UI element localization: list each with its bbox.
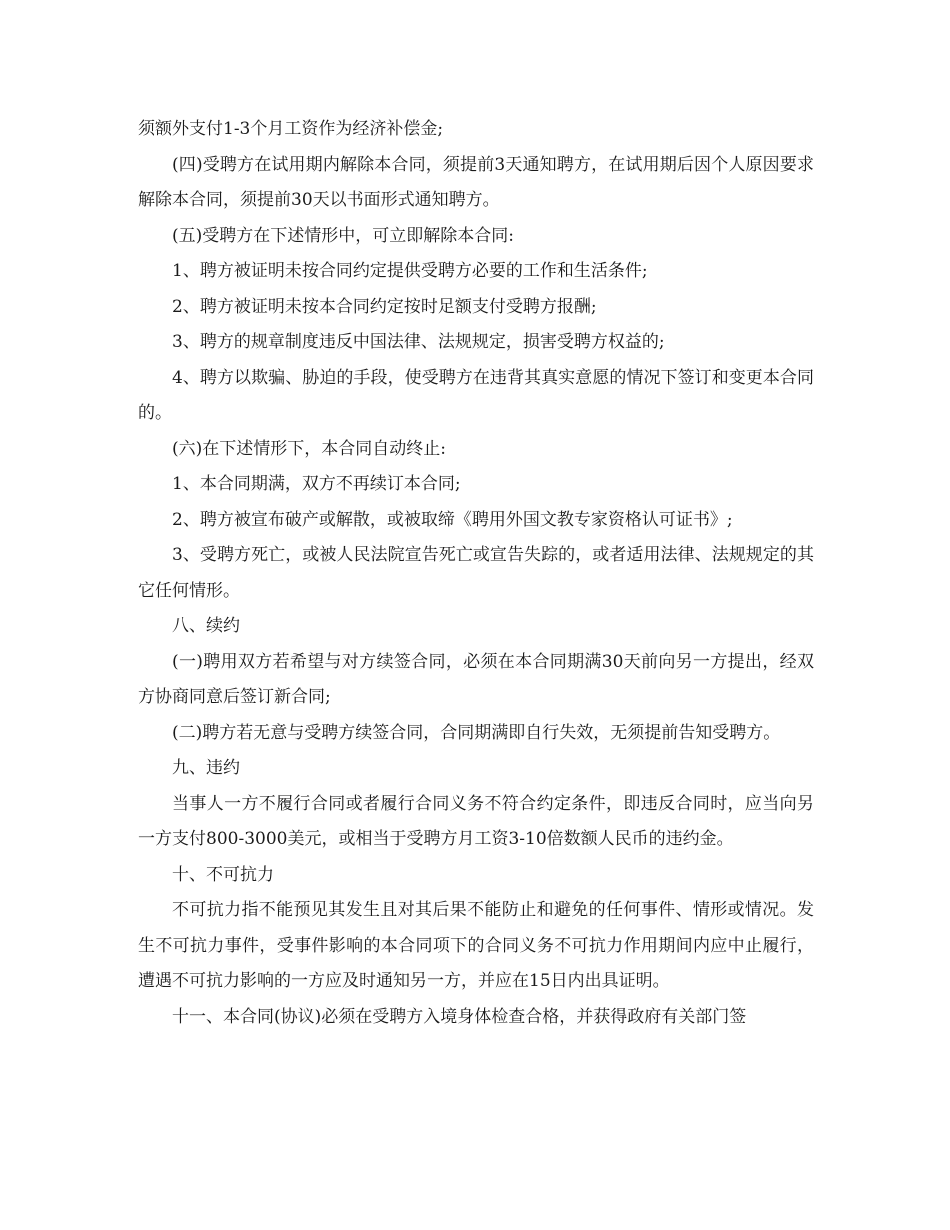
paragraph: 当事人一方不履行合同或者履行合同义务不符合约定条件，即违反合同时，应当向另一方支付800-3000美元，或相当于受聘方月工资3-10倍数额人民币的违约金。 xyxy=(138,793,814,849)
paragraph: (六)在下述情形下，本合同自动终止: xyxy=(172,438,446,459)
paragraph: 九、违约 xyxy=(172,758,240,778)
paragraph: (四)受聘方在试用期内解除本合同，须提前3天通知聘方，在试用期后因个人原因要求解除本合同，须提前30天以书面形式通知聘方。 xyxy=(138,154,814,210)
paragraph: 1、聘方被证明未按合同约定提供受聘方必要的工作和生活条件; xyxy=(172,261,648,281)
paragraph: 4、聘方以欺骗、胁迫的手段，使受聘方在违背其真实意愿的情况下签订和变更本合同的。 xyxy=(138,367,814,423)
paragraph: 十、不可抗力 xyxy=(172,864,274,885)
paragraph: 须额外支付1-3个月工资作为经济补偿金; xyxy=(138,119,444,139)
paragraph: 八、续约 xyxy=(172,616,240,636)
document-body xyxy=(138,112,814,1035)
paragraph: (五)受聘方在下述情形中，可立即解除本合同: xyxy=(172,225,514,246)
paragraph: 2、聘方被证明未按本合同约定按时足额支付受聘方报酬; xyxy=(172,296,597,317)
paragraph: 3、聘方的规章制度违反中国法律、法规规定，损害受聘方权益的; xyxy=(172,332,665,352)
paragraph: 1、本合同期满，双方不再续订本合同; xyxy=(172,474,461,494)
paragraph: (一)聘用双方若希望与对方续签合同，必须在本合同期满30天前向另一方提出，经双方协商同意后签订新合同; xyxy=(138,651,814,707)
paragraph: 十一、本合同(协议)必须在受聘方入境身体检查合格，并获得政府有关部门签 xyxy=(172,1006,747,1027)
paragraph: (二)聘方若无意与受聘方续签合同，合同期满即自行失效，无须提前告知受聘方。 xyxy=(172,722,781,743)
paragraph: 不可抗力指不能预见其发生且对其后果不能防止和避免的任何事件、情形或情况。发生不可抗力事件，受事件影响的本合同项下的合同义务不可抗力作用期间内应中止履行，遭遇不可抗力影响的一方应及时通知另一方，并应在15日内出具证明。 xyxy=(138,900,814,991)
paragraph: 2、聘方被宣布破产或解散，或被取缔《聘用外国文教专家资格认可证书》; xyxy=(172,509,733,530)
paragraph: 3、受聘方死亡，或被人民法院宣告死亡或宣告失踪的，或者适用法律、法规规定的其它任何情形。 xyxy=(138,545,814,601)
